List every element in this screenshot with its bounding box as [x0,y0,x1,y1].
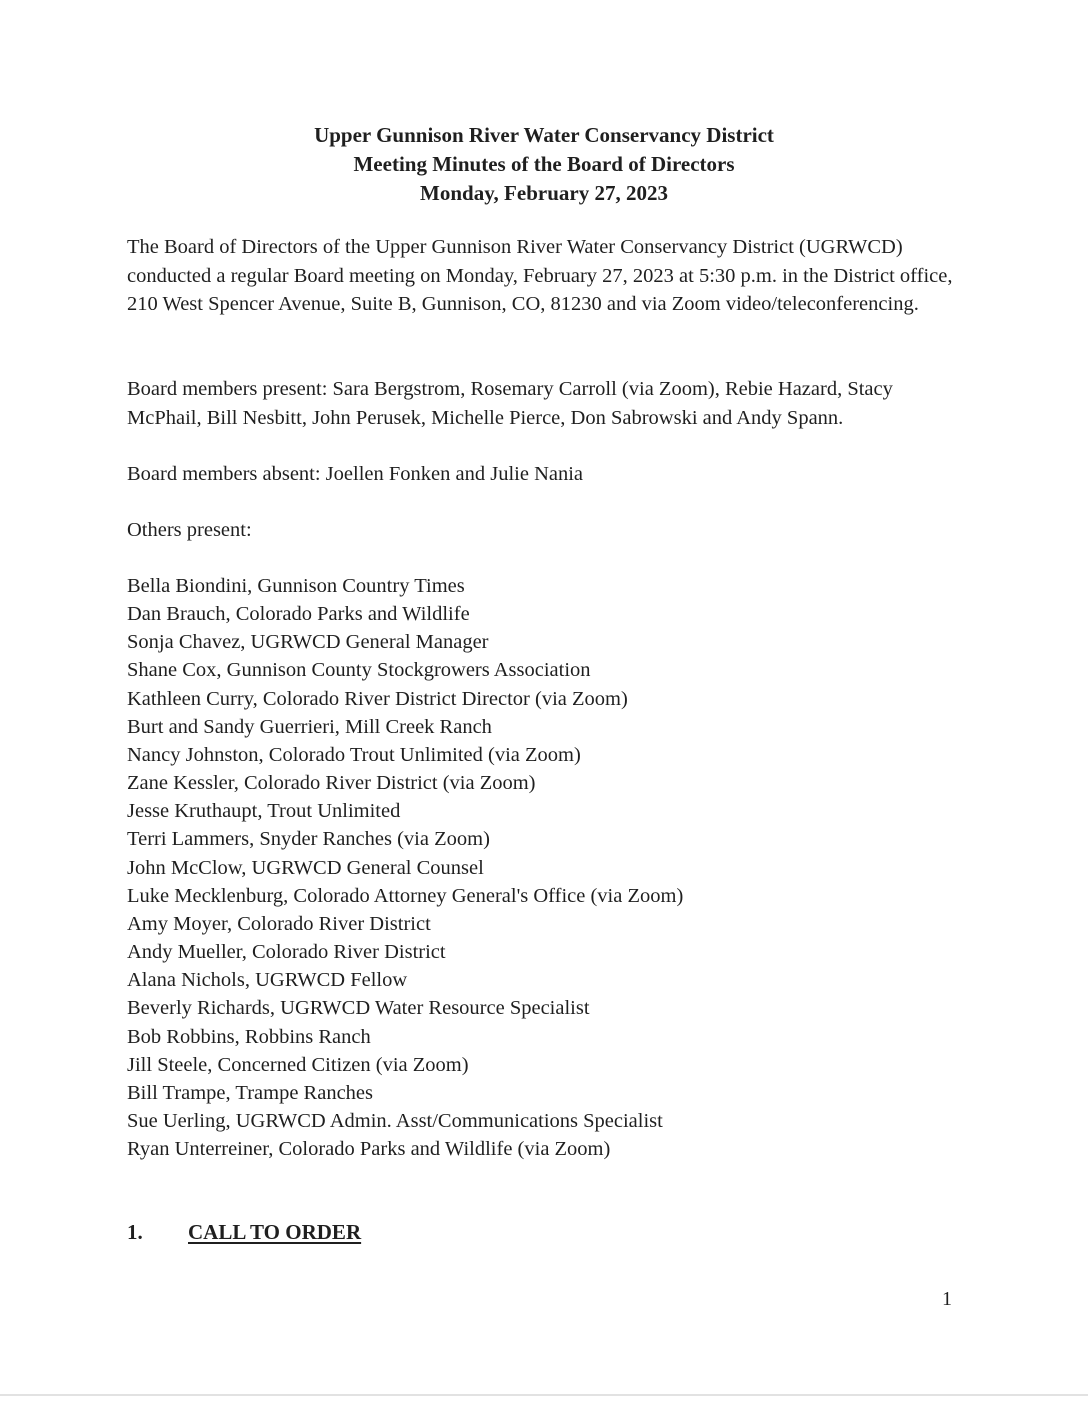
others-present-list [127,572,957,1163]
list-item: Bob Robbins, Robbins Ranch [127,1025,371,1048]
list-item: Kathleen Curry, Colorado River District Director (via Zoom) [127,687,628,710]
section-number: 1. [127,1220,143,1244]
list-item: Jill Steele, Concerned Citizen (via Zoom) [127,1053,469,1076]
intro-paragraph: The Board of Directors of the Upper Gunnison River Water Conservancy District (UGRWCD) conducted a regular Board meeting on Monday, February 27, 2023 at 5:30 p.m. in the District office, 210 West Spencer Avenue, Suite B, Gunnison, CO, 81230 and via Zoom video/teleconferencing. [127,236,953,315]
board-present-paragraph: Board members present: Sara Bergstrom, Rosemary Carroll (via Zoom), Rebie Hazard, Stacy McPhail, Bill Nesbitt, John Perusek, Michelle Pierce, Don Sabrowski and Andy Spann. [127,378,893,429]
district-name-heading: Upper Gunnison River Water Conservancy District [314,123,774,147]
list-item: Luke Mecklenburg, Colorado Attorney General's Office (via Zoom) [127,884,684,907]
document-title [0,121,1088,208]
list-item: John McClow, UGRWCD General Counsel [127,856,484,879]
list-item: Jesse Kruthaupt, Trout Unlimited [127,800,401,823]
list-item: Shane Cox, Gunnison County Stockgrowers Association [127,659,591,682]
list-item: Alana Nichols, UGRWCD Fellow [127,969,408,992]
meeting-date-heading: Monday, February 27, 2023 [420,181,668,205]
list-item: Bill Trampe, Trampe Ranches [127,1081,374,1104]
list-item: Beverly Richards, UGRWCD Water Resource Specialist [127,997,590,1020]
list-item: Burt and Sandy Guerrieri, Mill Creek Ranch [127,715,492,738]
board-absent-paragraph: Board members absent: Joellen Fonken and Julie Nania [127,463,584,485]
list-item: Sue Uerling, UGRWCD Admin. Asst/Communications Specialist [127,1109,663,1132]
list-item: Terri Lammers, Snyder Ranches (via Zoom) [127,828,490,851]
list-item: Dan Brauch, Colorado Parks and Wildlife [127,603,470,626]
list-item: Amy Moyer, Colorado River District [127,912,431,935]
section-title: CALL TO ORDER [188,1220,362,1244]
list-item: Bella Biondini, Gunnison Country Times [127,575,465,597]
section-heading-call-to-order [127,1218,361,1246]
page-number: 1 [942,1288,952,1310]
list-item: Ryan Unterreiner, Colorado Parks and Wildlife (via Zoom) [127,1138,611,1161]
list-item: Zane Kessler, Colorado River District (via Zoom) [127,772,536,795]
others-present-heading: Others present: [127,519,252,541]
list-item: Sonja Chavez, UGRWCD General Manager [127,631,489,654]
page-bottom-divider [0,1394,1088,1396]
minutes-heading: Meeting Minutes of the Board of Directors [353,152,735,176]
list-item: Andy Mueller, Colorado River District [127,941,446,964]
list-item: Nancy Johnston, Colorado Trout Unlimited (via Zoom) [127,743,581,766]
